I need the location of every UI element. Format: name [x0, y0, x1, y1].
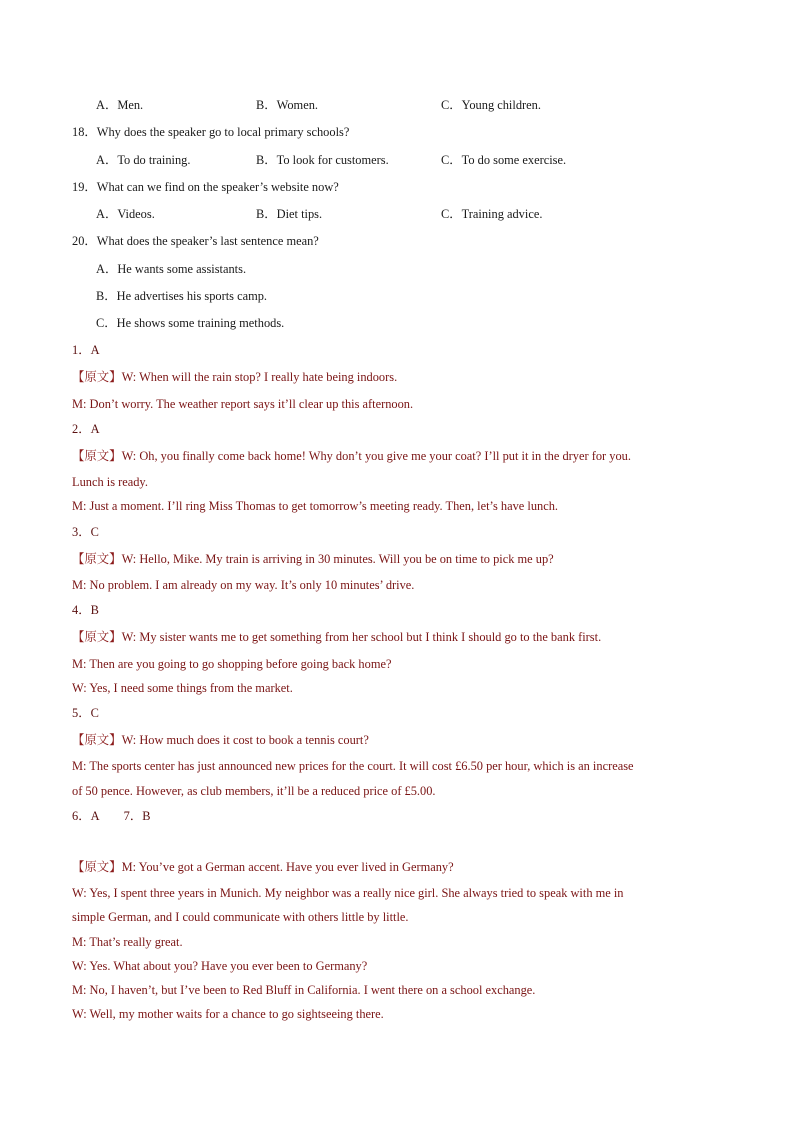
transcript-label: 【原文】 — [72, 552, 122, 566]
transcript-text: W: When will the rain stop? I really hate being indoors. — [121, 370, 398, 384]
transcript-3-line-1 — [72, 551, 554, 567]
answer-5: 5．C — [72, 706, 99, 720]
q17-option-b: B．Women. — [256, 98, 318, 112]
transcript-label: 【原文】 — [72, 860, 122, 874]
q18-option-c: C．To do some exercise. — [441, 153, 567, 167]
transcript-label: 【原文】 — [72, 370, 122, 384]
transcript-3-line-2: M: No problem. I am already on my way. It’s only 10 minutes’ drive. — [72, 578, 415, 592]
q18-stem: 18．Why does the speaker go to local primary schools? — [72, 125, 350, 139]
q20-option-c: C．He shows some training methods. — [96, 316, 285, 330]
q19-stem: 19．What can we find on the speaker’s website now? — [72, 180, 339, 194]
q17-option-c: C．Young children. — [441, 98, 541, 112]
q19-option-c: C．Training advice. — [441, 207, 543, 221]
q19-option-b: B．Diet tips. — [256, 207, 323, 221]
q18-option-b: B．To look for customers. — [256, 153, 389, 167]
transcript-67-line-1 — [72, 859, 454, 875]
answer-4: 4．B — [72, 603, 99, 617]
q20-option-a: A．He wants some assistants. — [96, 262, 247, 276]
transcript-67-line-5: M: No, I haven’t, but I’ve been to Red Bluff in California. I went there on a school exchange. — [72, 983, 536, 997]
transcript-2-line-1 — [72, 448, 631, 464]
transcript-text: M: You’ve got a German accent. Have you ever lived in Germany? — [121, 860, 454, 874]
transcript-5-line-2b: of 50 pence. However, as club members, it’ll be a reduced price of £5.00. — [72, 784, 436, 798]
transcript-67-line-3: M: That’s really great. — [72, 935, 183, 949]
transcript-1-line-2: M: Don’t worry. The weather report says it’ll clear up this afternoon. — [72, 397, 414, 411]
transcript-label: 【原文】 — [72, 449, 122, 463]
transcript-4-line-2: M: Then are you going to go shopping before going back home? — [72, 657, 392, 671]
transcript-67-line-2: W: Yes, I spent three years in Munich. My neighbor was a really nice girl. She always tried to speak with me in — [72, 886, 624, 900]
transcript-text: W: My sister wants me to get something from her school but I think I should go to the bank first. — [121, 630, 602, 644]
transcript-67-line-2b: simple German, and I could communicate with others little by little. — [72, 910, 409, 924]
transcript-label: 【原文】 — [72, 630, 122, 644]
answer-3: 3．C — [72, 525, 99, 539]
answer-6-7: 6．A 7．B — [72, 809, 151, 823]
q20-stem: 20．What does the speaker’s last sentence mean? — [72, 234, 319, 248]
transcript-2-line-1b: Lunch is ready. — [72, 475, 148, 489]
transcript-text: W: Oh, you finally come back home! Why don’t you give me your coat? I’ll put it in the dryer for you. — [121, 449, 631, 463]
q20-option-b: B．He advertises his sports camp. — [96, 289, 268, 303]
transcript-4-line-1 — [72, 629, 601, 645]
transcript-5-line-2: M: The sports center has just announced new prices for the court. It will cost £6.50 per hour, which is an increase — [72, 759, 634, 773]
transcript-label: 【原文】 — [72, 733, 122, 747]
transcript-67-line-4: W: Yes. What about you? Have you ever been to Germany? — [72, 959, 368, 973]
q18-option-a: A．To do training. — [96, 153, 191, 167]
answer-2: 2．A — [72, 422, 100, 436]
q17-option-a: A．Men. — [96, 98, 144, 112]
answer-1: 1．A — [72, 343, 100, 357]
transcript-67-line-6: W: Well, my mother waits for a chance to go sightseeing there. — [72, 1007, 384, 1021]
transcript-2-line-2: M: Just a moment. I’ll ring Miss Thomas to get tomorrow’s meeting ready. Then, let’s have lunch. — [72, 499, 559, 513]
q19-option-a: A．Videos. — [96, 207, 155, 221]
transcript-1-line-1 — [72, 369, 397, 385]
transcript-5-line-1 — [72, 732, 369, 748]
transcript-text: W: How much does it cost to book a tennis court? — [121, 733, 369, 747]
transcript-4-line-3: W: Yes, I need some things from the market. — [72, 681, 293, 695]
transcript-text: W: Hello, Mike. My train is arriving in 30 minutes. Will you be on time to pick me up? — [121, 552, 554, 566]
